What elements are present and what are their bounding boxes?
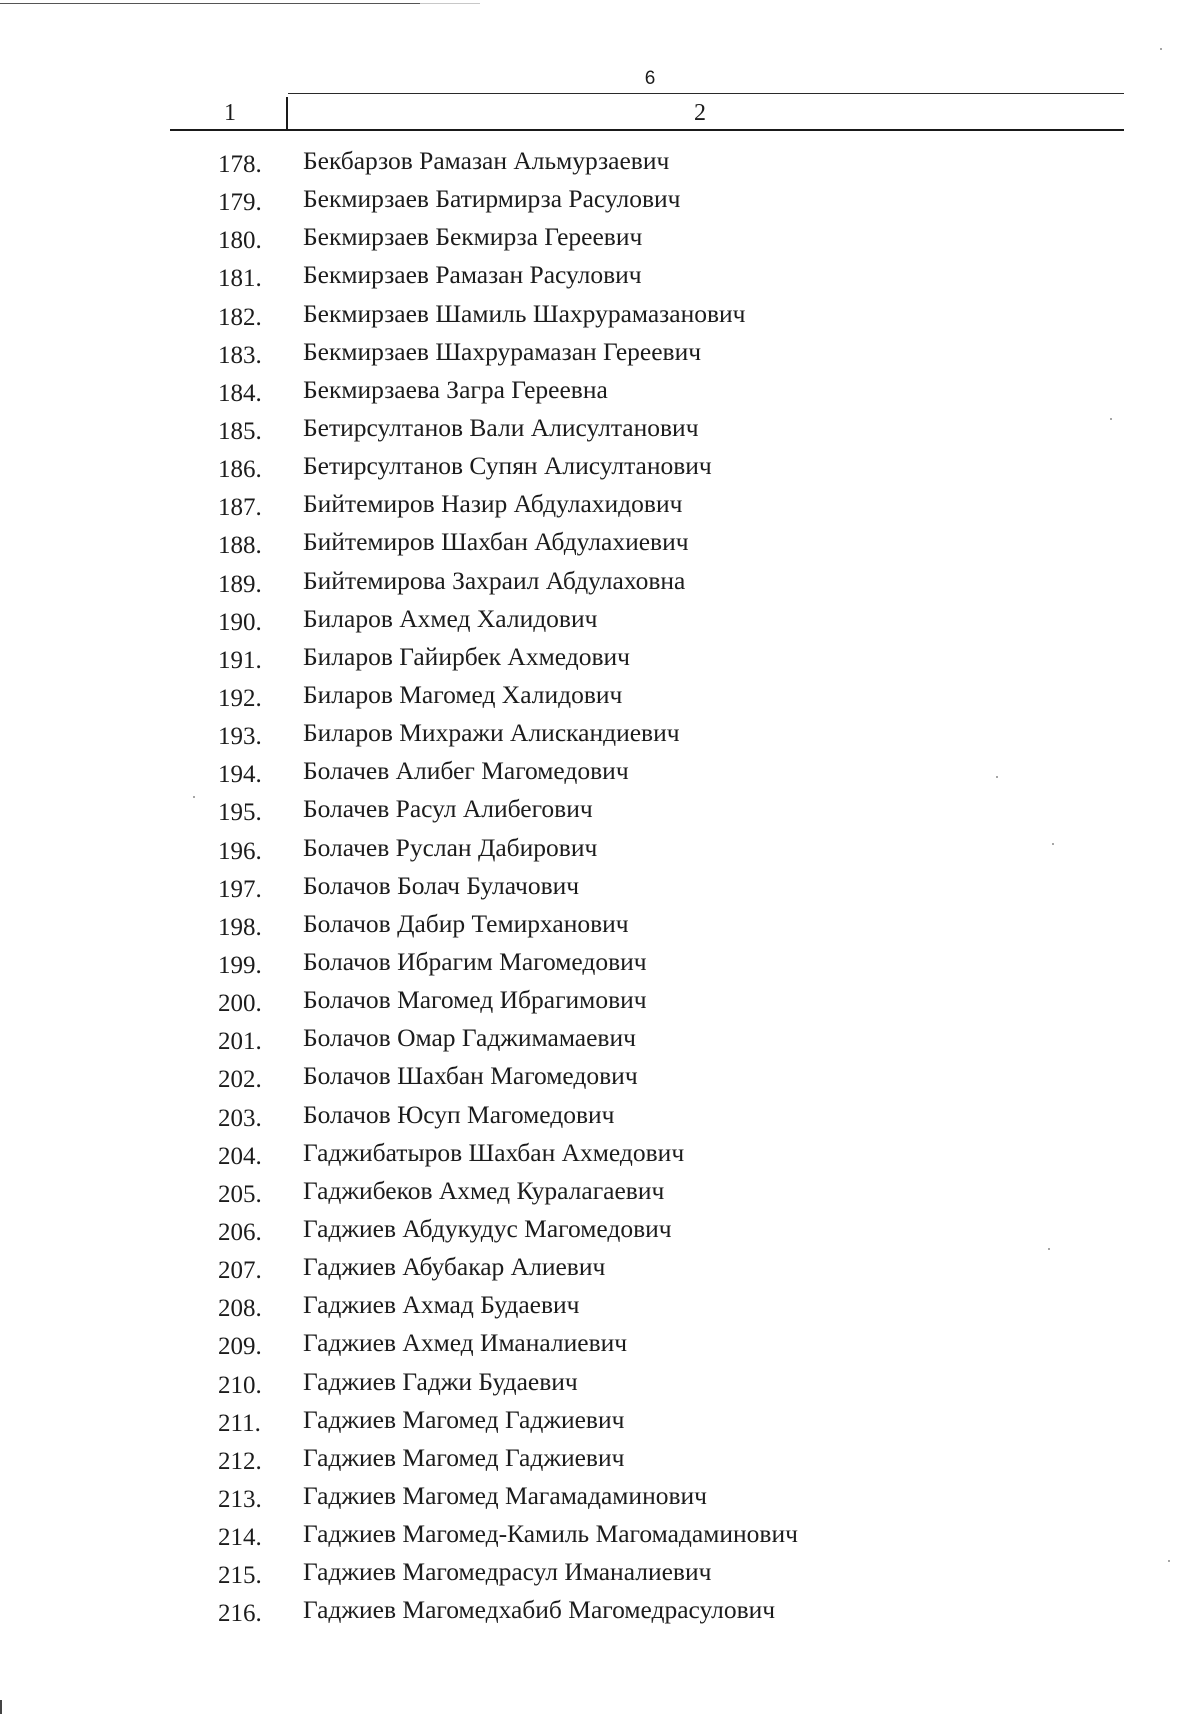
list-item-name: Бекбарзов Рамазан Альмурзаевич xyxy=(303,146,670,175)
list-item-number: 193. xyxy=(218,723,262,751)
list-item-number: 192. xyxy=(218,684,262,712)
list-item-name: Бекмирзаев Шамиль Шахрурамазанович xyxy=(303,298,746,328)
list-item xyxy=(0,337,1200,375)
list-item xyxy=(0,871,1200,909)
list-item xyxy=(0,527,1200,565)
list-item-number: 194. xyxy=(218,761,262,789)
list-item-name: Бетирсултанов Вали Алисултанович xyxy=(303,412,699,442)
list-item-number: 215. xyxy=(218,1562,262,1590)
list-item-name: Биларов Михражи Алискандиевич xyxy=(303,718,680,748)
list-item-number: 198. xyxy=(218,913,262,941)
list-item xyxy=(0,489,1200,527)
list-item-number: 205. xyxy=(218,1180,262,1208)
list-item-name: Биларов Магомед Халидович xyxy=(303,679,623,709)
list-item xyxy=(0,604,1200,642)
list-item xyxy=(0,1367,1200,1405)
list-item-number: 197. xyxy=(218,875,262,903)
list-item-number: 203. xyxy=(218,1104,262,1132)
list-item-name: Гаджиев Магомедрасул Иманалиевич xyxy=(303,1557,712,1587)
list-item xyxy=(0,642,1200,680)
list-item-name: Болачов Омар Гаджимамаевич xyxy=(303,1023,636,1053)
list-item-number: 200. xyxy=(218,990,262,1018)
list-item-name: Болачов Магомед Ибрагимович xyxy=(303,985,647,1015)
list-item-name: Бетирсултанов Супян Алисултанович xyxy=(303,451,712,481)
list-item xyxy=(0,1405,1200,1443)
list-item-name: Гаджиев Абдукудус Магомедович xyxy=(303,1213,672,1243)
list-item-name: Бийтемиров Назир Абдулахидович xyxy=(303,489,683,519)
list-item-name: Бекмирзаев Шахрурамазан Гереевич xyxy=(303,336,702,366)
table-header-divider xyxy=(286,97,288,130)
list-item-number: 181. xyxy=(218,265,262,293)
list-item-name: Бийтемирова Захраил Абдулаховна xyxy=(303,565,686,595)
list-item-number: 207. xyxy=(218,1257,262,1285)
list-item-number: 190. xyxy=(218,608,262,636)
list-item xyxy=(0,299,1200,337)
list-item xyxy=(0,833,1200,871)
list-item xyxy=(0,718,1200,756)
list-item xyxy=(0,1252,1200,1290)
list-item xyxy=(0,1481,1200,1519)
column-header-number: 1 xyxy=(224,100,236,126)
list-item xyxy=(0,1100,1200,1138)
list-item-name: Бекмирзаев Батирмирза Расулович xyxy=(303,184,681,214)
list-item-number: 201. xyxy=(218,1028,262,1056)
list-item xyxy=(0,1290,1200,1328)
scan-speck xyxy=(193,796,195,798)
list-item-name: Бекмирзаев Рамазан Расулович xyxy=(303,260,642,290)
list-item xyxy=(0,1519,1200,1557)
list-item-number: 180. xyxy=(218,227,262,255)
list-item xyxy=(0,1176,1200,1214)
list-item-name: Болачев Руслан Дабирович xyxy=(303,832,598,862)
page-number: 6 xyxy=(644,68,656,89)
list-item xyxy=(0,146,1200,184)
list-item xyxy=(0,1061,1200,1099)
scan-speck xyxy=(1052,843,1054,845)
list-item-number: 209. xyxy=(218,1333,262,1361)
list-item-name: Бекмирзаев Бекмирза Гереевич xyxy=(303,222,643,252)
list-item-number: 179. xyxy=(218,189,262,217)
table-header-bottom-rule xyxy=(170,129,1124,131)
list-item-number: 182. xyxy=(218,303,262,331)
list-item-name: Болачов Юсуп Магомедович xyxy=(303,1099,615,1129)
list-item-name: Гаджиев Магомедхабиб Магомедрасулович xyxy=(303,1595,776,1625)
list-item-name: Болачов Ибрагим Магомедович xyxy=(303,946,647,976)
list-item xyxy=(0,413,1200,451)
list-item xyxy=(0,184,1200,222)
list-item-number: 204. xyxy=(218,1142,262,1170)
list-item xyxy=(0,222,1200,260)
list-item xyxy=(0,375,1200,413)
name-list xyxy=(0,146,1200,1633)
list-item-name: Болачов Шахбан Магомедович xyxy=(303,1061,638,1091)
list-item-number: 199. xyxy=(218,951,262,979)
list-item-number: 183. xyxy=(218,341,262,369)
list-item-number: 206. xyxy=(218,1218,262,1246)
list-item xyxy=(0,1443,1200,1481)
list-item xyxy=(0,260,1200,298)
list-item-number: 185. xyxy=(218,417,262,445)
list-item-name: Гаджибатыров Шахбан Ахмедович xyxy=(303,1137,685,1167)
list-item-number: 213. xyxy=(218,1485,262,1513)
list-item-number: 191. xyxy=(218,646,262,674)
scan-speck xyxy=(1160,48,1162,50)
list-item-name: Гаджиев Ахмед Иманалиевич xyxy=(303,1328,628,1358)
scan-speck xyxy=(1110,418,1112,420)
list-item-number: 184. xyxy=(218,379,262,407)
list-item-number: 214. xyxy=(218,1524,262,1552)
list-item-name: Гаджиев Магомед Магамадаминович xyxy=(303,1480,707,1510)
list-item-name: Болачов Болач Булачович xyxy=(303,870,580,900)
list-item xyxy=(0,909,1200,947)
list-item xyxy=(0,451,1200,489)
list-item-name: Гаджиев Магомед Гаджиевич xyxy=(303,1404,625,1434)
column-header-name: 2 xyxy=(694,100,706,126)
list-item xyxy=(0,947,1200,985)
scan-artifact-line-faint xyxy=(420,3,480,4)
scan-speck xyxy=(1168,1560,1170,1562)
list-item xyxy=(0,1023,1200,1061)
list-item-name: Гаджиев Ахмад Будаевич xyxy=(303,1290,580,1320)
list-item-number: 196. xyxy=(218,837,262,865)
list-item xyxy=(0,1138,1200,1176)
list-item-name: Гаджиев Абубакар Алиевич xyxy=(303,1252,606,1282)
scan-artifact-line xyxy=(0,3,420,4)
list-item-number: 187. xyxy=(218,494,262,522)
list-item xyxy=(0,1595,1200,1633)
list-item-number: 210. xyxy=(218,1371,262,1399)
list-item xyxy=(0,756,1200,794)
list-item-name: Болачев Расул Алибегович xyxy=(303,794,593,824)
list-item-name: Болачов Дабир Темирханович xyxy=(303,908,629,938)
list-item xyxy=(0,1557,1200,1595)
list-item xyxy=(0,566,1200,604)
list-item-number: 212. xyxy=(218,1447,262,1475)
list-item xyxy=(0,985,1200,1023)
list-item xyxy=(0,1328,1200,1366)
list-item-name: Биларов Ахмед Халидович xyxy=(303,603,598,633)
list-item-name: Гаджиев Гаджи Будаевич xyxy=(303,1366,578,1396)
list-item xyxy=(0,1214,1200,1252)
list-item-number: 208. xyxy=(218,1295,262,1323)
list-item xyxy=(0,794,1200,832)
list-item-name: Гаджиев Магомед Гаджиевич xyxy=(303,1442,625,1472)
list-item-name: Гаджибеков Ахмед Куралагаевич xyxy=(303,1175,665,1205)
list-item xyxy=(0,680,1200,718)
scan-speck xyxy=(996,776,998,778)
list-item-number: 195. xyxy=(218,799,262,827)
list-item-number: 186. xyxy=(218,456,262,484)
scan-edge-mark xyxy=(0,1700,2,1714)
list-item-number: 216. xyxy=(218,1600,262,1628)
list-item-number: 178. xyxy=(218,151,262,178)
list-item-name: Гаджиев Магомед-Камиль Магомадаминович xyxy=(303,1519,798,1549)
list-item-name: Биларов Гайирбек Ахмедович xyxy=(303,641,630,671)
list-item-name: Бийтемиров Шахбан Абдулахиевич xyxy=(303,527,689,557)
list-item-number: 202. xyxy=(218,1066,262,1094)
list-item-number: 188. xyxy=(218,532,262,560)
list-item-number: 189. xyxy=(218,570,262,598)
scan-speck xyxy=(1048,1248,1050,1250)
list-item-name: Бекмирзаева Загра Гереевна xyxy=(303,374,608,404)
list-item-number: 211. xyxy=(218,1409,261,1437)
table-header-top-rule xyxy=(288,93,1124,94)
list-item-name: Болачев Алибег Магомедович xyxy=(303,756,629,786)
